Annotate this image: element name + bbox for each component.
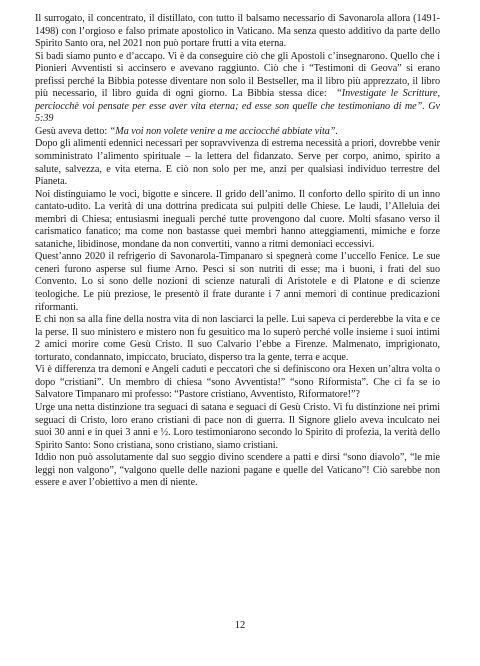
paragraph-9-text: Urge una netta distinzione tra seguaci di satana e seguaci di Gesù Cristo. Vi fu distinzione nei primi seguaci di Cristo, loro erano cristiani di pace non di guerra. Il Signore glielo aveva inculcato nei suoi 30 anni e in quei 3 anni e ½. Loro testimoniarono secondo lo Spirito di profezia, la verità dello Spirito Santo: Sono cristiana, sono cristiano, siamo cristiani. bbox=[35, 401, 440, 451]
paragraph-3 bbox=[35, 126, 440, 139]
paragraph-6 bbox=[35, 251, 440, 314]
paragraph-8-text: Vi è differenza tra demoni e Angeli caduti e peccatori che si definiscono ora Hexen un’altra volta o dopo “cristiani”. Un membro di chiesa “sono Avventista!” “sono Riformista”. Che ci fa se io Salvatore Timpanaro mi professo: “Pastore cristiano, Avventisto, Riformatore!”? bbox=[35, 364, 440, 401]
jesus-quote: “Ma voi non volete venire a me acciocché abbiate vita”. bbox=[109, 125, 338, 137]
paragraph-6-text: Quest’anno 2020 il refrigerio di Savonarola-Timpanaro si spegnerà come l’uccello Fenice. Le sue ceneri furono asperse sul fiume Arno. Pesci si son nutriti di esse; ma i buoni, i frati del suo Convento. Lo si sono delle nozioni di scienze naturali di Aristotele e di Platone e di scienze teologiche. Le più preziose, le presentò il frate durante i 7 anni memori di continue predicazioni riformanti. bbox=[35, 251, 440, 313]
paragraph-5 bbox=[35, 189, 440, 252]
paragraph-9 bbox=[35, 402, 440, 452]
paragraph-10 bbox=[35, 452, 440, 490]
page-number: 12 bbox=[234, 620, 246, 631]
paragraph-7-text: E chi non sa alla fine della nostra vita di non lasciarci la pelle. Lui sapeva ci perderebbe la vita e ce la perse. Il suo ministero e mistero non fu gesuitico ma lo superò perché volle insieme i suoi intimi 2 amici morire come Gesù Cristo. Il suo Calvario l’ebbe a Firenze. Malmenato, imprigionato, torturato, condannato, impiccato, bruciato, disperso tra la gente, terra e acque. bbox=[35, 314, 440, 363]
paragraph-10-text: Iddio non può assolutamente dal suo seggio divino scendere a patti e dirsi “sono diavolo”, “le mie leggi non valgono”, “valgono quelle delle nazioni pagane e quelle del Vaticano”! Ciò sarebbe non essere e aver l’obiettivo a men di niente. bbox=[35, 452, 440, 489]
paragraph-5-text: Noi distinguiamo le voci, bigotte e sincere. Il grido dell’animo. Il conforto dello spirito di un inno cantato-udito. La verità di una dottrina predicata sui pulpiti delle Chiese. Le laudi, l’Alleluia dei membri di Chiesa; entusiasmi ineguali perché tutte provengono dal cuore. Molti sfasano verso il carismatico fanatico; ma come non bastasse quei membri hanno atteggiamenti, mimiche e forze sataniche, libidinose, mondane da non convertiti, vanno a ritmi demoniaci eccessivi. bbox=[35, 188, 440, 250]
paragraph-8 bbox=[35, 364, 440, 402]
paragraph-4-text: Dopo gli alimenti edennici necessari per sopravvivenza di estrema necessità a priori, dovrebbe venir somministrato l’alimento spirituale – la lettera del fidanzato. Serve per corpo, animo, spirito a salute, salvezza, e vita eterna. E ciò non solo per me, anzi per qualsiasi individuo terrestre del Pianeta. bbox=[35, 138, 440, 188]
paragraph-2 bbox=[35, 51, 440, 126]
bible-quote: “Investigate le Scritture, perciocchè voi pensate per esse aver vita eterna; ed esse son quelle che testimoniano di me”. Gv 5:39 bbox=[35, 88, 441, 125]
paragraph-2-text: Si badi siamo punto e d’accapo. Vi è da conseguire ciò che gli Apostoli c’insegnarono. Quello che i Pionieri Avventisti si accinsero e avevano raggiunto. Ciò che i “Testimoni di Geova” si erano prefissi perché la Bibbia potesse diventare non solo il Bestseller, ma il libro più apprezzato, il libro più necessario, il libro guida di ogni giorno. La Bibbia stessa dice: bbox=[35, 50, 440, 100]
paragraph-3-text: Gesù aveva detto: bbox=[35, 125, 108, 137]
paragraph-4 bbox=[35, 138, 440, 188]
paragraph-7 bbox=[35, 314, 440, 364]
paragraph-1-text: Il surrogato, il concentrato, il distillato, con tutto il balsamo necessario di Savonarola allora (1491-1498) con l’orgioso e falso primate apostolico in Vaticano. Ma senza questo additivo da parte dello Spirito Santo ora, nel 2021 non può portare frutti a vita eterna. bbox=[35, 13, 440, 50]
paragraph-1 bbox=[35, 13, 440, 51]
